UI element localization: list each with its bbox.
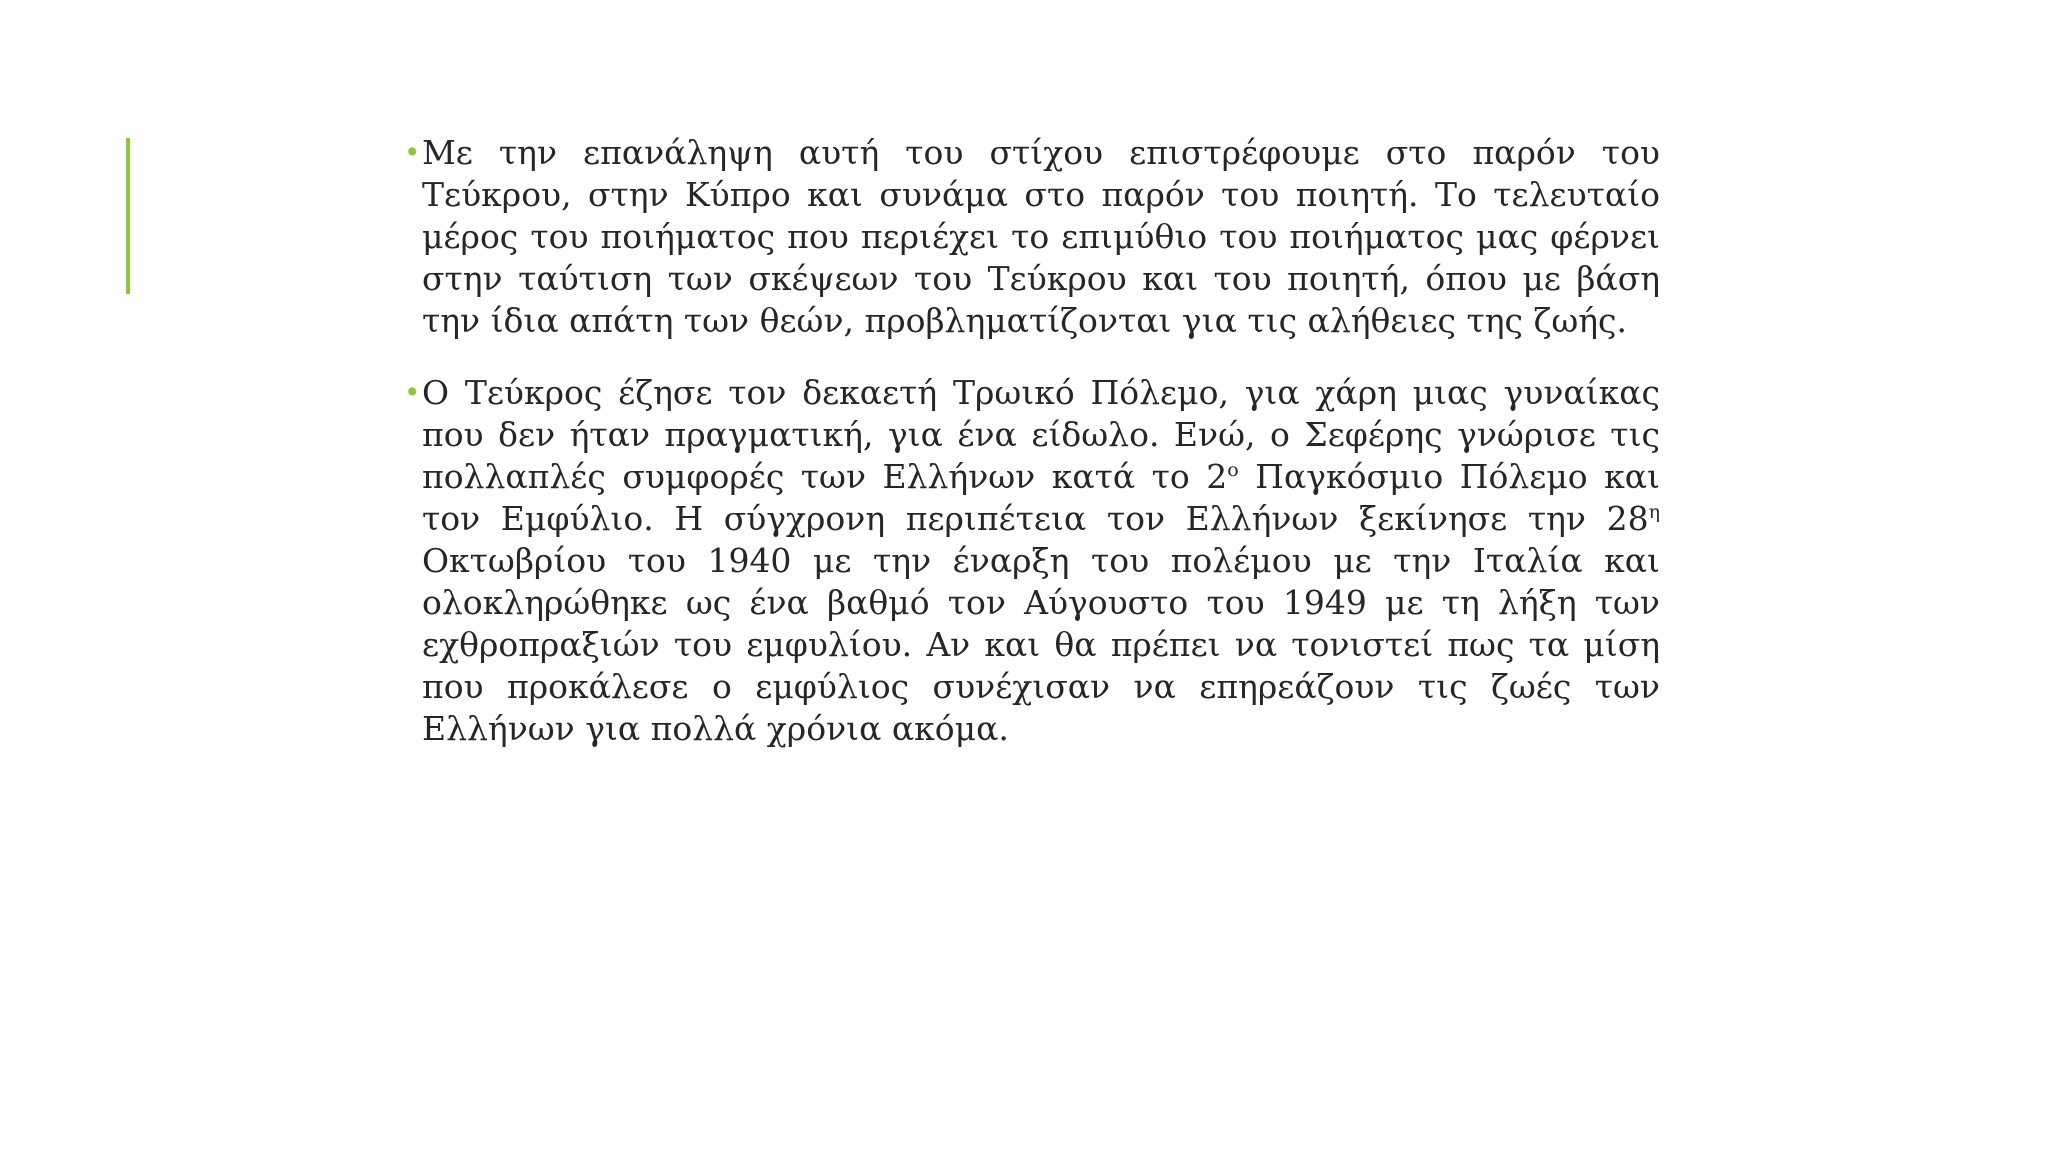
bullet-item-1 — [404, 132, 1660, 342]
superscript-ordinal-1: ο — [1227, 459, 1239, 481]
accent-bar — [126, 138, 130, 294]
bullet-text-2-part-3: Οκτωβρίου του 1940 με την έναρξη του πολέμου με την Ιταλία και ολοκληρώθηκε ως ένα βαθμό τον Αύγουστο του 1949 με τη λήξη των εχθροπραξιών του εμφυλίου. Αν και θα πρέπει να τονιστεί πως τα μίση που προκάλεσε ο εμφύλιος συνέχισαν να επηρεάζουν τις ζωές των Ελλήνων για πολλά χρόνια ακόμα. — [422, 541, 1660, 748]
bullet-icon: • — [404, 136, 421, 169]
bullet-text-2-part-1: Ο Τεύκρος έζησε τον δεκαετή Τρωικό Πόλεμο, για χάρη μιας γυναίκας που δεν ήταν πραγματική, για ένα είδωλο. Ενώ, ο Σεφέρης γνώρισε τις πολλαπλές συμφορές των Ελλήνων κατά το 2 — [422, 373, 1660, 496]
bullet-item-2 — [404, 372, 1660, 750]
slide-content — [404, 132, 1660, 780]
bullet-text-1: Με την επανάληψη αυτή του στίχου επιστρέφουμε στο παρόν του Τεύκρου, στην Κύπρο και συνάμα στο παρόν του ποιητή. Το τελευταίο μέρος του ποιήματος που περιέχει το επιμύθιο του ποιήματος μας φέρνει στην ταύτιση των σκέψεων του Τεύκρου και του ποιητή, όπου με βάση την ίδια απάτη των θεών, προβληματίζονται για τις αλήθειες της ζωής. — [422, 133, 1660, 340]
bullet-icon: • — [404, 376, 421, 409]
superscript-ordinal-2: η — [1648, 501, 1660, 523]
bullet-text-2-part-2: Παγκόσμιο Πόλεμο και τον Εμφύλιο. Η σύγχρονη περιπέτεια τον Ελλήνων ξεκίνησε την 28 — [422, 457, 1660, 538]
